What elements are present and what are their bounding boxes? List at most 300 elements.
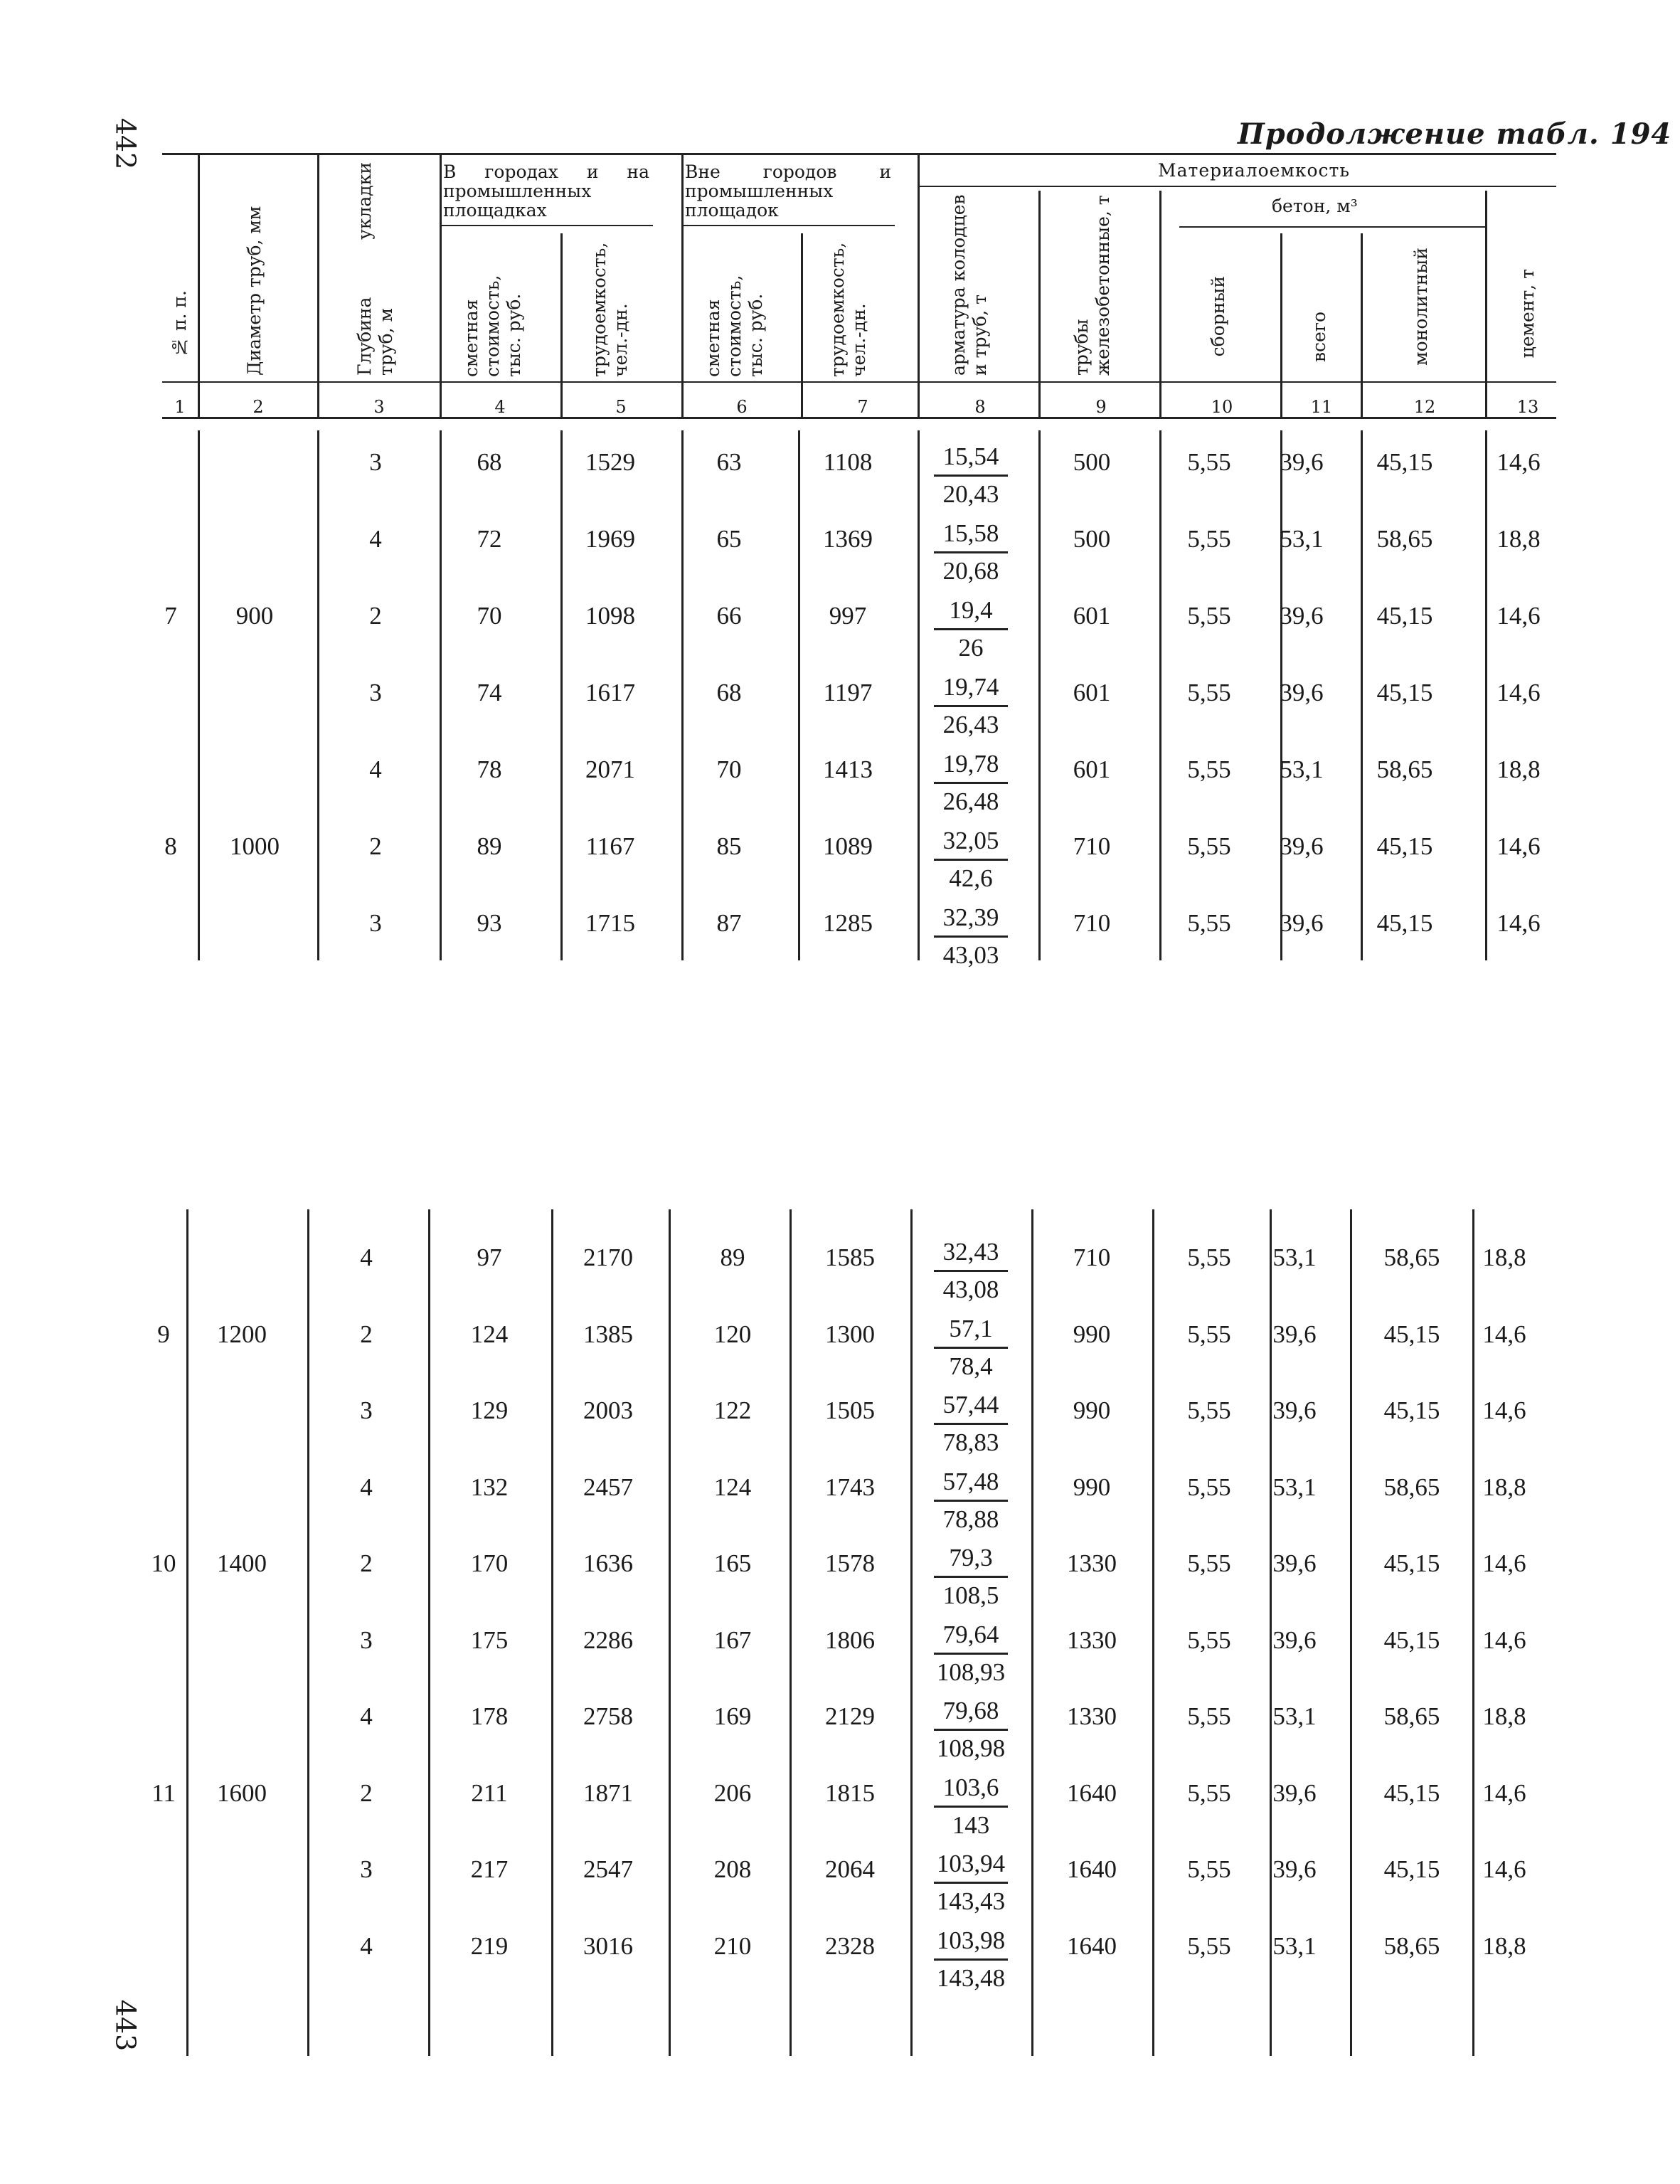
group-number: 9 (157, 1320, 170, 1348)
table-cell-depth: 3 (369, 909, 382, 937)
table-cell-c1: 93 (477, 909, 502, 937)
header-vline (1280, 233, 1282, 418)
col-number: 5 (615, 397, 627, 417)
armature-denominator: 43,08 (942, 1276, 999, 1303)
header-vline (681, 155, 684, 418)
table-cell-c1: 219 (470, 1931, 509, 1960)
table-cell-c2: 122 (713, 1396, 752, 1424)
table-cell-depth: 4 (360, 1473, 373, 1501)
table-cell-c2: 206 (713, 1779, 752, 1807)
fraction-bar (934, 475, 1008, 477)
armature-denominator: 78,4 (949, 1352, 993, 1380)
group-diameter: 1600 (217, 1779, 267, 1807)
group-diameter: 900 (235, 602, 274, 630)
table-cell-tot: 39,6 (1272, 1855, 1317, 1883)
armature-fraction (928, 1695, 1014, 1764)
header-vline (440, 155, 442, 418)
table-cell-l1: 2286 (583, 1626, 633, 1654)
table-cell-c2: 85 (716, 832, 742, 860)
table-cell-mono: 45,15 (1383, 1320, 1440, 1348)
table-cell-pipes: 710 (1073, 1244, 1111, 1271)
header-vline (918, 155, 920, 418)
table-cell-cem: 18,8 (1482, 1702, 1526, 1730)
table-cell-pipes: 710 (1073, 832, 1111, 860)
header-vline (317, 155, 319, 418)
table-cell-l2: 1285 (823, 909, 873, 937)
table-cell-depth: 4 (369, 525, 382, 553)
armature-denominator: 143,48 (936, 1963, 1006, 1992)
table-column-rule (910, 1209, 913, 2056)
table-cell-cem: 14,6 (1496, 679, 1541, 706)
armature-numerator: 19,78 (942, 750, 999, 778)
table-cell-pre: 5,55 (1187, 1779, 1231, 1807)
table-cell-l2: 2328 (825, 1931, 875, 1960)
fraction-bar (934, 551, 1008, 553)
table-cell-cem: 14,6 (1496, 448, 1541, 476)
table-cell-cem: 14,6 (1482, 1626, 1526, 1654)
page-number-bottom: 443 (110, 1999, 142, 2052)
fraction-bar (934, 1347, 1008, 1349)
table-cell-pipes: 1640 (1067, 1855, 1117, 1883)
table-cell-mono: 58,65 (1383, 1931, 1440, 1960)
armature-numerator: 15,54 (942, 442, 999, 470)
table-cell-pre: 5,55 (1187, 1855, 1231, 1883)
table-cell-l2: 1585 (825, 1244, 875, 1271)
table-cell-l2: 1089 (823, 832, 873, 860)
table-cell-mono: 58,65 (1383, 1473, 1440, 1501)
table-cell-tot: 39,6 (1272, 1626, 1317, 1654)
table-cell-l2: 1578 (825, 1549, 875, 1577)
armature-numerator: 79,64 (942, 1620, 999, 1648)
table-cell-cem: 18,8 (1482, 1931, 1526, 1960)
armature-fraction (928, 441, 1014, 510)
armature-fraction (928, 1772, 1014, 1841)
table-cell-depth: 4 (360, 1244, 373, 1271)
table-cell-mono: 45,15 (1376, 602, 1433, 630)
armature-numerator: 15,58 (942, 519, 999, 547)
table-cell-mono: 45,15 (1383, 1855, 1440, 1883)
armature-numerator: 32,39 (942, 903, 999, 931)
table-cell-l1: 2547 (583, 1855, 633, 1883)
table-cell-pipes: 500 (1073, 448, 1111, 476)
header-vline (1038, 191, 1041, 418)
table-cell-l1: 1871 (583, 1779, 633, 1807)
table-column-rule (918, 430, 920, 960)
col-number: 6 (736, 397, 748, 417)
table-cell-l1: 2457 (583, 1473, 633, 1501)
table-cell-c2: 124 (713, 1473, 752, 1501)
table-cell-pre: 5,55 (1187, 525, 1231, 553)
header-no: № п. п. (169, 290, 190, 358)
table-cell-l1: 1529 (585, 448, 635, 476)
table-cell-tot: 39,6 (1280, 602, 1324, 630)
armature-denominator: 143,43 (936, 1887, 1006, 1915)
table-cell-c1: 97 (477, 1244, 502, 1271)
table-cell-pre: 5,55 (1187, 756, 1231, 783)
header-in-cities: В городах и на промышленных площадках (443, 161, 649, 221)
table-cell-tot: 39,6 (1280, 909, 1324, 937)
armature-numerator: 19,74 (942, 673, 999, 701)
table-cell-pipes: 710 (1073, 909, 1111, 937)
header-hline (162, 381, 1556, 383)
table-cell-c1: 89 (477, 832, 502, 860)
armature-denominator: 26,43 (942, 711, 999, 738)
table-cell-mono: 58,65 (1383, 1702, 1440, 1730)
table-cell-l2: 1197 (823, 679, 873, 706)
table-cell-mono: 58,65 (1376, 756, 1433, 783)
table-cell-c1: 175 (470, 1626, 509, 1654)
fraction-bar (934, 1882, 1008, 1884)
armature-numerator: 103,94 (936, 1850, 1006, 1877)
table-cell-mono: 45,15 (1376, 679, 1433, 706)
group-diameter: 1000 (230, 832, 280, 860)
table-cell-depth: 3 (360, 1855, 373, 1883)
table-cell-l1: 2170 (583, 1244, 633, 1271)
armature-denominator: 43,03 (942, 941, 999, 969)
table-cell-c1: 217 (470, 1855, 509, 1883)
header-hline (162, 417, 1556, 419)
table-cell-c2: 167 (713, 1626, 752, 1654)
armature-fraction (928, 595, 1014, 664)
table-cell-cem: 14,6 (1496, 909, 1541, 937)
table-cell-pre: 5,55 (1187, 909, 1231, 937)
header-cost-1: сметная стоимость, тыс. руб. (461, 275, 524, 377)
table-cell-tot: 53,1 (1280, 525, 1324, 553)
header-hline (918, 186, 1556, 187)
table-cell-depth: 3 (360, 1396, 373, 1424)
header-vline (560, 233, 563, 418)
fraction-bar (934, 782, 1008, 784)
header-precast: сборный (1208, 276, 1228, 357)
group-number: 7 (164, 602, 177, 630)
table-cell-cem: 14,6 (1482, 1396, 1526, 1424)
table-cell-tot: 53,1 (1272, 1473, 1317, 1501)
table-cell-c2: 208 (713, 1855, 752, 1883)
table-cell-depth: 4 (360, 1702, 373, 1730)
table-cell-pre: 5,55 (1187, 832, 1231, 860)
table-cell-tot: 39,6 (1280, 448, 1324, 476)
table-cell-c1: 178 (470, 1702, 509, 1730)
armature-numerator: 103,6 (942, 1773, 999, 1801)
armature-fraction (928, 1466, 1014, 1535)
fraction-bar (934, 1653, 1008, 1655)
header-cost-2: сметная стоимость, тыс. руб. (703, 275, 766, 377)
armature-denominator: 108,93 (936, 1658, 1006, 1686)
table-cell-pipes: 990 (1073, 1473, 1111, 1501)
col-number: 13 (1516, 397, 1539, 417)
table-cell-c2: 120 (713, 1320, 752, 1348)
col-number: 4 (494, 397, 506, 417)
group-number: 11 (151, 1779, 176, 1807)
table-cell-tot: 39,6 (1272, 1549, 1317, 1577)
table-cell-mono: 58,65 (1383, 1244, 1440, 1271)
col-number: 12 (1413, 397, 1436, 417)
table-cell-cem: 14,6 (1482, 1549, 1526, 1577)
table-header (162, 155, 1556, 418)
table-cell-mono: 45,15 (1383, 1396, 1440, 1424)
table-cell-c2: 169 (713, 1702, 752, 1730)
table-cell-mono: 45,15 (1376, 909, 1433, 937)
table-cell-depth: 3 (369, 679, 382, 706)
table-cell-tot: 39,6 (1272, 1320, 1317, 1348)
table-cell-c2: 87 (716, 909, 742, 937)
armature-numerator: 19,4 (949, 596, 993, 624)
table-cell-pre: 5,55 (1187, 679, 1231, 706)
col-number: 9 (1095, 397, 1107, 417)
table-cell-mono: 45,15 (1383, 1549, 1440, 1577)
table-cell-l1: 2758 (583, 1702, 633, 1730)
armature-numerator: 79,3 (949, 1544, 993, 1571)
armature-denominator: 108,98 (936, 1734, 1006, 1762)
table-cell-mono: 45,15 (1383, 1626, 1440, 1654)
armature-fraction (928, 672, 1014, 741)
table-cell-cem: 18,8 (1496, 525, 1541, 553)
header-total: всего (1309, 312, 1329, 363)
header-vline (198, 155, 200, 418)
table-cell-l2: 1413 (823, 756, 873, 783)
table-column-rule (198, 430, 200, 960)
table-cell-mono: 58,65 (1376, 525, 1433, 553)
header-armature: арматура колодцев и труб, т (948, 194, 990, 376)
table-cell-l2: 1369 (823, 525, 873, 553)
header-hline (440, 225, 653, 226)
armature-fraction (928, 1848, 1014, 1917)
table-cell-l1: 1167 (585, 832, 635, 860)
armature-fraction (928, 1619, 1014, 1688)
armature-denominator: 78,83 (942, 1428, 999, 1456)
table-cell-l2: 1300 (825, 1320, 875, 1348)
table-cell-pre: 5,55 (1187, 1244, 1231, 1271)
table-cell-l1: 1098 (585, 602, 635, 630)
table-cell-l2: 1806 (825, 1626, 875, 1654)
fraction-bar (934, 1500, 1008, 1502)
table-cell-pre: 5,55 (1187, 1396, 1231, 1424)
header-hline (1179, 226, 1485, 228)
fraction-bar (934, 1958, 1008, 1961)
table-column-rule (428, 1209, 430, 2056)
header-materials: Материалоемкость (1158, 160, 1350, 181)
table-cell-l1: 1617 (585, 679, 635, 706)
table-cell-c1: 129 (470, 1396, 509, 1424)
table-cell-l2: 1505 (825, 1396, 875, 1424)
table-cell-cem: 14,6 (1482, 1779, 1526, 1807)
table-cell-depth: 2 (360, 1320, 373, 1348)
header-hline (681, 225, 895, 226)
fraction-bar (934, 628, 1008, 630)
header-cement: цемент, т (1517, 269, 1538, 359)
table-cell-depth: 3 (360, 1626, 373, 1654)
armature-numerator: 57,1 (949, 1314, 993, 1342)
table-cell-l1: 1969 (585, 525, 635, 553)
armature-fraction (928, 1389, 1014, 1458)
col-number: 1 (174, 397, 186, 417)
table-cell-l1: 2003 (583, 1396, 633, 1424)
table-cell-pipes: 1640 (1067, 1779, 1117, 1807)
col-number: 11 (1310, 397, 1333, 417)
table-cell-l2: 2064 (825, 1855, 875, 1883)
table-cell-c1: 70 (477, 602, 502, 630)
group-diameter: 1200 (217, 1320, 267, 1348)
table-cell-c1: 124 (470, 1320, 509, 1348)
table-cell-tot: 53,1 (1272, 1244, 1317, 1271)
table-column-rule (790, 1209, 792, 2056)
header-monolithic: монолитный (1410, 248, 1431, 366)
table-cell-pipes: 1640 (1067, 1931, 1117, 1960)
table-cell-tot: 39,6 (1280, 679, 1324, 706)
fraction-bar (934, 935, 1008, 938)
col-number: 8 (974, 397, 986, 417)
armature-numerator: 103,98 (936, 1926, 1006, 1954)
table-cell-c1: 170 (470, 1549, 509, 1577)
group-number: 8 (164, 832, 177, 860)
armature-numerator: 57,48 (942, 1467, 999, 1495)
table-cell-tot: 53,1 (1272, 1931, 1317, 1960)
table-cell-tot: 53,1 (1272, 1702, 1317, 1730)
table-cell-mono: 45,15 (1376, 832, 1433, 860)
table-cell-pre: 5,55 (1187, 602, 1231, 630)
header-labor-2: трудоемкость, чел.-дн. (827, 242, 869, 377)
armature-fraction (928, 1236, 1014, 1305)
table-cell-c2: 70 (716, 756, 742, 783)
table-cell-pre: 5,55 (1187, 1473, 1231, 1501)
armature-numerator: 32,05 (942, 827, 999, 854)
table-cell-tot: 39,6 (1272, 1396, 1317, 1424)
group-diameter: 1400 (217, 1549, 267, 1577)
table-cell-tot: 39,6 (1280, 832, 1324, 860)
table-cell-c2: 210 (713, 1931, 752, 1960)
header-diameter: Диаметр труб, мм (244, 206, 265, 376)
armature-fraction (928, 748, 1014, 817)
table-cell-pipes: 601 (1073, 679, 1111, 706)
header-vline (1361, 233, 1363, 418)
table-cell-c1: 78 (477, 756, 502, 783)
group-number: 10 (151, 1549, 176, 1577)
col-number: 7 (857, 397, 868, 417)
col-number: 10 (1211, 397, 1233, 417)
armature-fraction (928, 1925, 1014, 1994)
table-cell-cem: 14,6 (1482, 1855, 1526, 1883)
armature-fraction (928, 902, 1014, 971)
fraction-bar (934, 859, 1008, 861)
page-number-top: 442 (110, 117, 142, 170)
armature-denominator: 42,6 (949, 864, 993, 892)
table-cell-c2: 68 (716, 679, 742, 706)
table-cell-pre: 5,55 (1187, 1549, 1231, 1577)
col-number: 3 (373, 397, 385, 417)
table-cell-l1: 1385 (583, 1320, 633, 1348)
fraction-bar (934, 1423, 1008, 1425)
table-caption: Продолжение табл. 194 (1238, 117, 1672, 151)
fraction-bar (934, 705, 1008, 707)
header-depth: Глубина укладки труб, м (354, 162, 396, 376)
table-cell-cem: 18,8 (1482, 1473, 1526, 1501)
table-cell-c1: 132 (470, 1473, 509, 1501)
table-cell-pre: 5,55 (1187, 1931, 1231, 1960)
table-cell-pipes: 1330 (1067, 1549, 1117, 1577)
table-column-rule (1031, 1209, 1033, 2056)
col-number: 2 (252, 397, 264, 417)
table-cell-c1: 68 (477, 448, 502, 476)
header-pipes: трубы железобетонные, т (1071, 195, 1113, 376)
armature-numerator: 57,44 (942, 1391, 999, 1419)
header-concrete: бетон, м³ (1272, 196, 1358, 216)
table-cell-depth: 2 (360, 1779, 373, 1807)
table-cell-c2: 89 (720, 1244, 745, 1271)
table-cell-pipes: 1330 (1067, 1626, 1117, 1654)
armature-denominator: 20,68 (942, 557, 999, 585)
armature-denominator: 78,88 (942, 1505, 999, 1533)
table-cell-pipes: 601 (1073, 602, 1111, 630)
armature-fraction (928, 518, 1014, 587)
table-cell-pre: 5,55 (1187, 448, 1231, 476)
table-cell-depth: 2 (369, 832, 382, 860)
table-cell-pre: 5,55 (1187, 1626, 1231, 1654)
table-cell-c2: 165 (713, 1549, 752, 1577)
armature-denominator: 26,48 (942, 788, 999, 815)
table-cell-pipes: 990 (1073, 1396, 1111, 1424)
fraction-bar (934, 1806, 1008, 1808)
header-outside: Вне городов и промышленных площадок (685, 161, 891, 221)
table-cell-tot: 53,1 (1280, 756, 1324, 783)
armature-denominator: 20,43 (942, 480, 999, 508)
table-cell-l2: 1815 (825, 1779, 875, 1807)
table-cell-depth: 2 (360, 1549, 373, 1577)
header-labor-1: трудоемкость, чел.-дн. (589, 242, 631, 377)
table-cell-c1: 72 (477, 525, 502, 553)
table-cell-l1: 3016 (583, 1931, 633, 1960)
armature-denominator: 143 (952, 1811, 990, 1839)
armature-denominator: 108,5 (942, 1581, 999, 1609)
table-cell-pipes: 601 (1073, 756, 1111, 783)
table-cell-cem: 14,6 (1496, 602, 1541, 630)
table-cell-depth: 3 (369, 448, 382, 476)
table-cell-pipes: 1330 (1067, 1702, 1117, 1730)
table-cell-cem: 18,8 (1482, 1244, 1526, 1271)
armature-numerator: 32,43 (942, 1238, 999, 1266)
header-vline (1485, 191, 1487, 418)
table-cell-l1: 2071 (585, 756, 635, 783)
table-cell-l2: 2129 (825, 1702, 875, 1730)
table-cell-depth: 4 (369, 756, 382, 783)
table-cell-c1: 74 (477, 679, 502, 706)
table-column-rule (669, 1209, 671, 2056)
table-cell-mono: 45,15 (1376, 448, 1433, 476)
fraction-bar (934, 1729, 1008, 1731)
header-vline (1159, 191, 1161, 418)
table-cell-pre: 5,55 (1187, 1702, 1231, 1730)
armature-fraction (928, 1313, 1014, 1382)
table-cell-depth: 4 (360, 1931, 373, 1960)
table-cell-l1: 1636 (583, 1549, 633, 1577)
fraction-bar (934, 1576, 1008, 1578)
table-cell-mono: 45,15 (1383, 1779, 1440, 1807)
table-cell-tot: 39,6 (1272, 1779, 1317, 1807)
table-cell-cem: 18,8 (1496, 756, 1541, 783)
table-cell-depth: 2 (369, 602, 382, 630)
armature-numerator: 79,68 (942, 1697, 999, 1724)
table-cell-cem: 14,6 (1482, 1320, 1526, 1348)
table-cell-pipes: 990 (1073, 1320, 1111, 1348)
header-vline (801, 233, 803, 418)
table-cell-l2: 997 (829, 602, 867, 630)
table-cell-cem: 14,6 (1496, 832, 1541, 860)
table-cell-pipes: 500 (1073, 525, 1111, 553)
armature-fraction (928, 1542, 1014, 1611)
armature-fraction (928, 825, 1014, 894)
table-cell-l2: 1108 (823, 448, 873, 476)
table-cell-l2: 1743 (825, 1473, 875, 1501)
table-cell-l1: 1715 (585, 909, 635, 937)
